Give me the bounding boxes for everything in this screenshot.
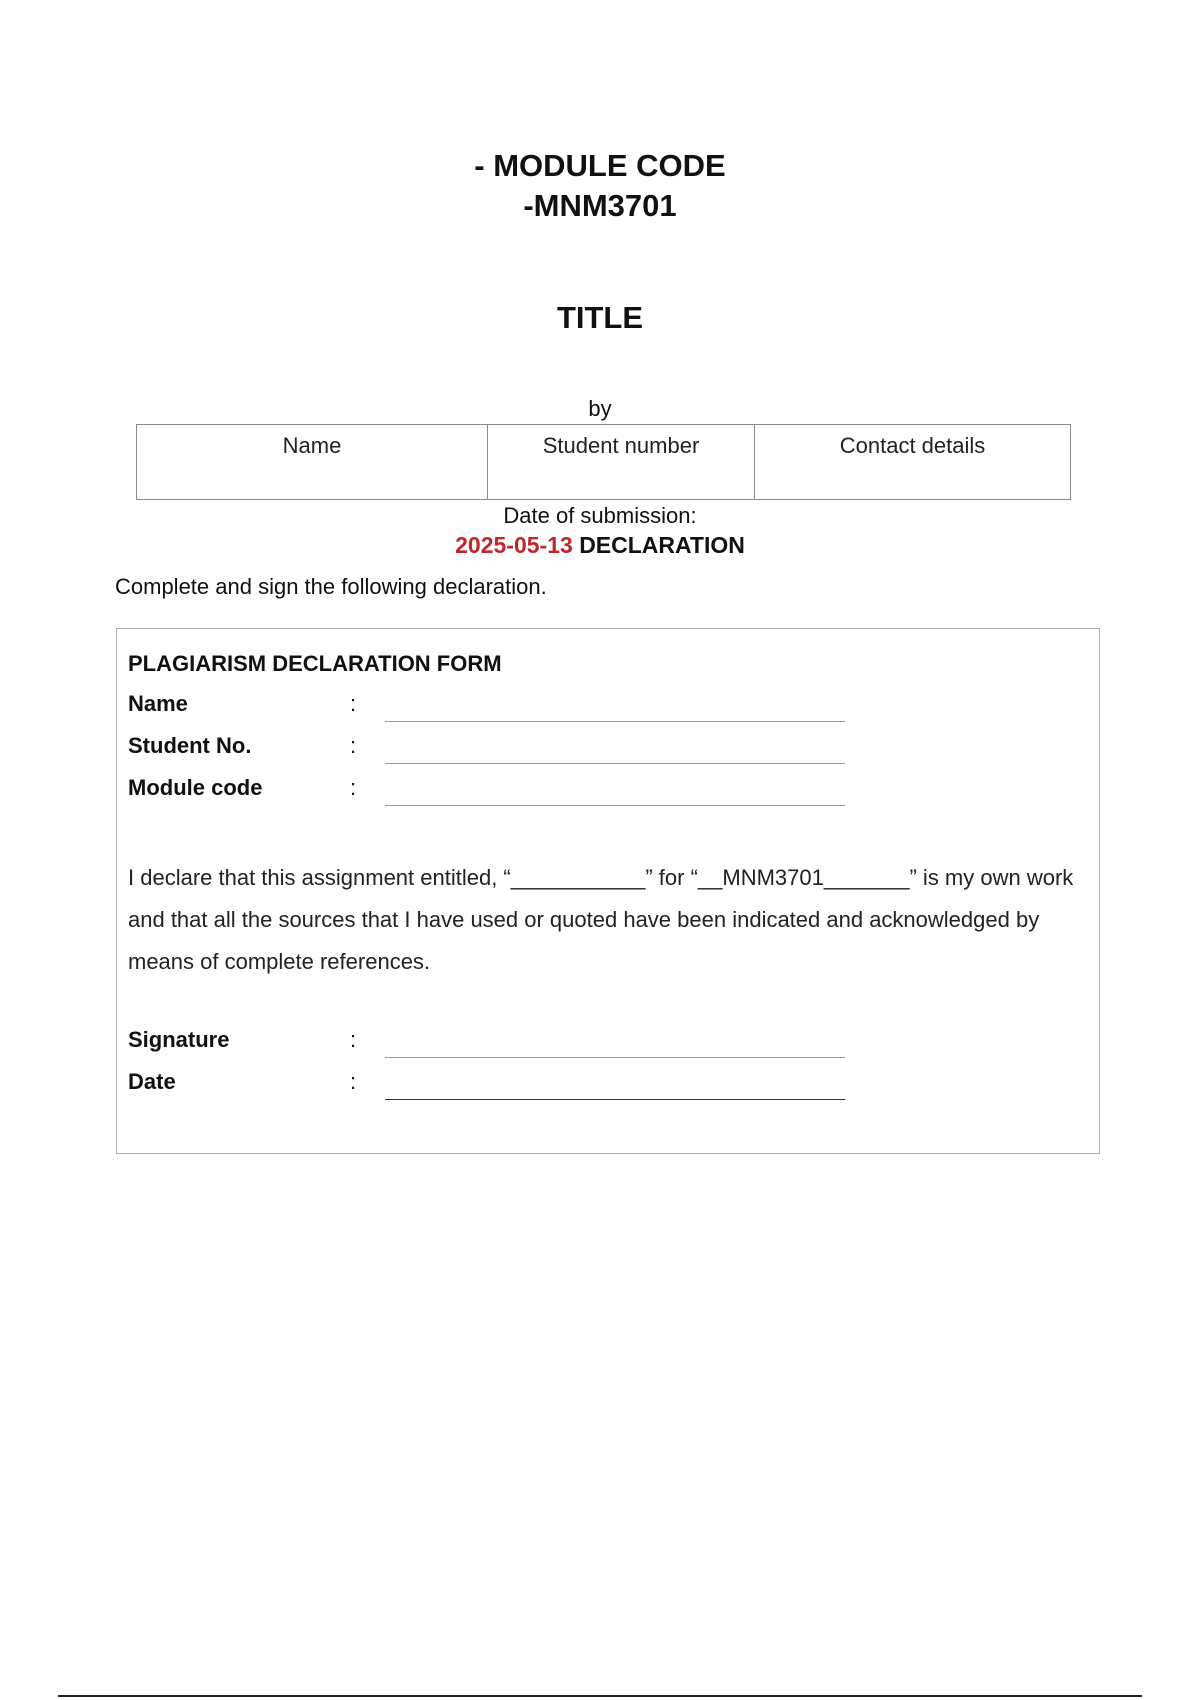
author-name-cell[interactable]: Name	[137, 425, 488, 500]
field-colon: :	[350, 1069, 357, 1094]
date-field-row	[128, 1069, 1088, 1099]
module-code-line: - MODULE CODE	[474, 148, 726, 183]
submission-date: 2025-05-13	[455, 532, 573, 558]
student-number-field-row	[128, 733, 1088, 763]
field-colon: :	[350, 733, 357, 758]
document-title: TITLE	[556, 300, 644, 335]
signature-field-row	[128, 1027, 1088, 1057]
field-colon: :	[350, 775, 357, 800]
signature-field-label: Signature	[128, 1027, 230, 1052]
name-field-row	[128, 691, 1088, 721]
name-field-line[interactable]	[385, 721, 845, 722]
module-code-field-label: Module code	[128, 775, 263, 800]
module-code-field-line[interactable]	[385, 805, 845, 806]
footer-rule	[58, 1695, 1142, 1697]
plagiarism-declaration-form	[116, 628, 1100, 1154]
date-field-line[interactable]	[385, 1099, 845, 1100]
form-heading: PLAGIARISM DECLARATION FORM	[128, 651, 502, 676]
module-code-field-row	[128, 775, 1088, 805]
submission-label: Date of submission:	[503, 503, 697, 528]
module-number-line: -MNM3701	[523, 188, 677, 223]
by-label: by	[588, 396, 612, 421]
field-colon: :	[350, 1027, 357, 1052]
declaration-statement: I declare that this assignment entitled, “___________” for “__MNM3701_______” is my own work and that all the sources that I have used or quoted have been indicated and acknowledged by means of complete references.	[128, 865, 1074, 974]
instruction-text: Complete and sign the following declaration.	[115, 574, 547, 599]
declaration-heading: DECLARATION	[579, 532, 745, 558]
author-contact-details-cell[interactable]: Contact details	[755, 425, 1071, 500]
student-number-field-label: Student No.	[128, 733, 252, 758]
field-colon: :	[350, 691, 357, 716]
date-field-label: Date	[128, 1069, 176, 1094]
author-student-number-cell[interactable]: Student number	[488, 425, 755, 500]
date-declaration-line	[0, 532, 1200, 559]
name-field-label: Name	[128, 691, 188, 716]
signature-field-line[interactable]	[385, 1057, 845, 1058]
author-table	[136, 424, 1071, 500]
student-number-field-line[interactable]	[385, 763, 845, 764]
